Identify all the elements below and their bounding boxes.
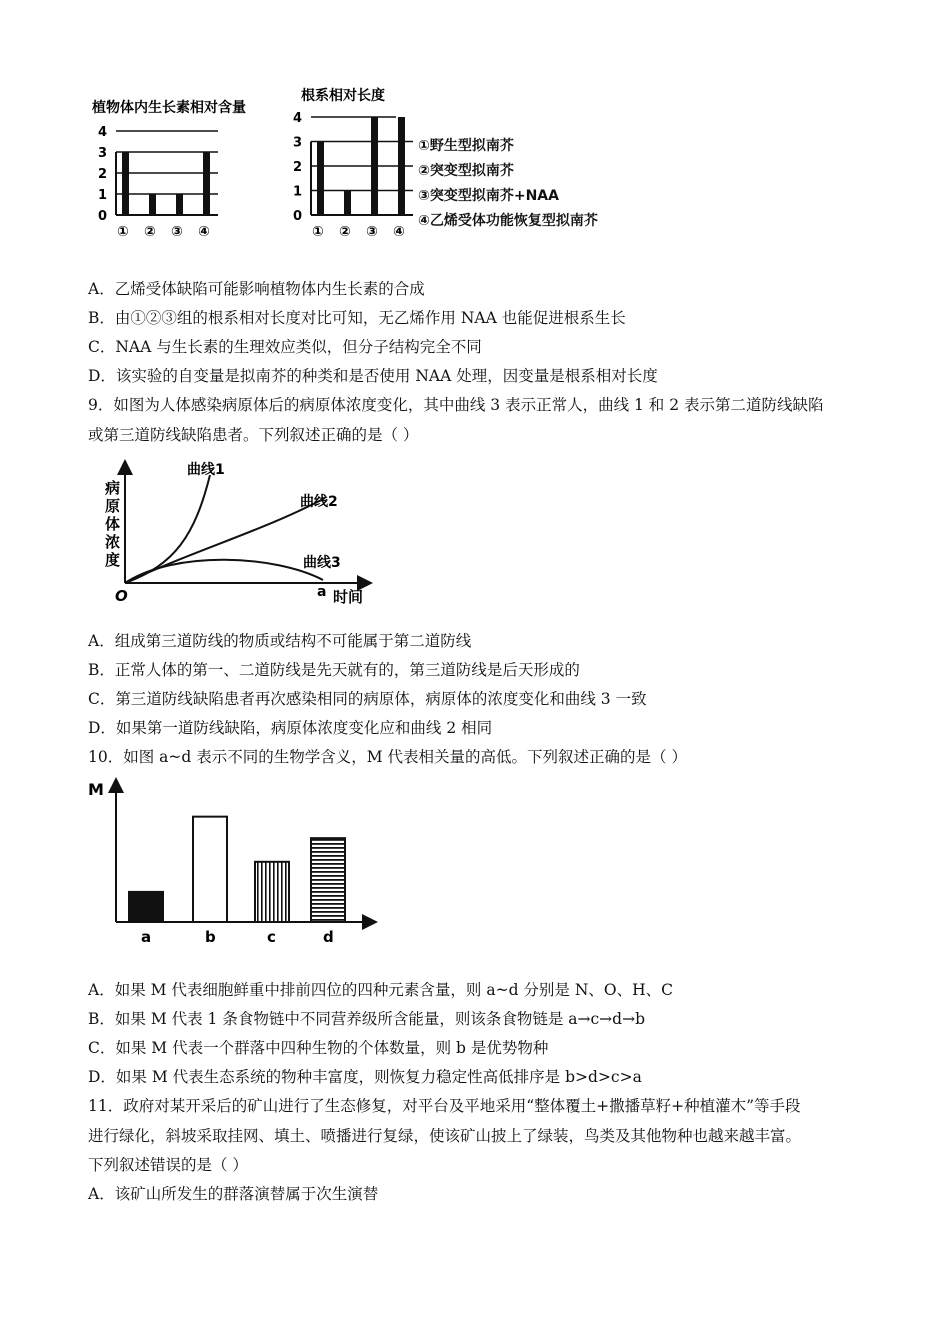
q9-y-label-char: 体	[105, 515, 121, 533]
q9-option-a: A．组成第三道防线的物质或结构不可能属于第二道防线	[88, 632, 472, 650]
q8-chart-2	[285, 80, 405, 250]
q8-chart-1-tick-label: 3	[98, 146, 108, 161]
q8-option-a: A．乙烯受体缺陷可能影响植物体内生长素的合成	[88, 280, 425, 298]
q8-chart-2-tick-label: 2	[293, 160, 303, 175]
q9-curve-3	[125, 560, 323, 583]
q10-category-label: c	[267, 928, 276, 946]
q8-chart-1-tick-label: 1	[98, 188, 108, 203]
q9-curve-2-label: 曲线2	[300, 494, 338, 510]
q8-chart-2-category-label: ④	[393, 224, 405, 240]
q8-chart-2-category-label: ①	[312, 224, 324, 240]
q10-y-label: M	[88, 780, 104, 799]
q10-bar-a	[129, 892, 163, 922]
q9-y-label-char: 度	[105, 551, 121, 569]
q8-option-c: C．NAA 与生长素的生理效应类似，但分子结构完全不同	[88, 338, 482, 356]
q8-chart-1-bar	[176, 194, 183, 215]
q8-option-b: B．由①②③组的根系相对长度对比可知，无乙烯作用 NAA 也能促进根系生长	[88, 309, 626, 327]
q8-chart-1-bar	[203, 152, 210, 215]
q8-chart-1-category-label: ①	[117, 224, 129, 240]
q11-option-a: A．该矿山所发生的群落演替属于次生演替	[88, 1185, 379, 1203]
q8-chart-1-title: 植物体内生长素相对含量	[92, 100, 246, 116]
q10-category-label: b	[205, 928, 216, 946]
q8-chart-1-bar	[122, 152, 129, 215]
q10-stem: 10．如图 a~d 表示不同的生物学含义，M 代表相关量的高低。下列叙述正确的是（ ）	[88, 748, 687, 766]
q9-curve-1-label: 曲线1	[187, 462, 225, 478]
q8-chart-1-category-label: ③	[171, 224, 183, 240]
q10-option-d: D．如果 M 代表生态系统的物种丰富度，则恢复力稳定性高低排序是 b>d>c>a	[88, 1068, 642, 1086]
q11-stem-line3: 下列叙述错误的是（ ）	[88, 1156, 248, 1174]
q8-chart-2-title: 根系相对长度	[301, 88, 385, 104]
q8-chart-2-tick-label: 3	[293, 135, 303, 151]
q8-chart-2-category-label: ②	[339, 224, 351, 240]
q8-chart-1-tick-label: 0	[98, 209, 108, 224]
q10-bar-d	[311, 838, 345, 922]
q9-chart	[95, 455, 385, 615]
q8-chart-2-bar	[371, 117, 378, 215]
q10-option-c: C．如果 M 代表一个群落中四种生物的个体数量，则 b 是优势物种	[88, 1039, 549, 1057]
q9-curve-1	[125, 475, 210, 583]
q9-option-b: B．正常人体的第一、二道防线是先天就有的，第三道防线是后天形成的	[88, 661, 580, 679]
q9-option-d: D．如果第一道防线缺陷，病原体浓度变化应和曲线 2 相同	[88, 719, 493, 737]
q8-legend-item: ③突变型拟南芥+NAA	[418, 188, 559, 204]
q10-chart	[85, 775, 385, 950]
q8-chart-2-category-label: ③	[366, 224, 378, 240]
q9-y-label	[104, 479, 120, 569]
q9-x-label: 时间	[333, 588, 364, 606]
q8-legend-item: ②突变型拟南芥	[418, 163, 514, 179]
q8-chart-1-category-label: ②	[144, 224, 156, 240]
q8-chart-2-bar	[344, 191, 351, 216]
q9-origin-label: O	[115, 587, 128, 605]
q9-y-label-char: 病	[105, 479, 121, 497]
q8-chart-2-bar	[317, 142, 324, 216]
q8-chart-2-tick-label: 4	[293, 111, 303, 126]
q8-chart-1-tick-label: 4	[98, 125, 108, 140]
q8-chart-1-category-label: ④	[198, 224, 210, 240]
q10-bar-c	[255, 862, 289, 922]
q8-chart-2-tick-label: 1	[293, 184, 303, 200]
q8-legend-item: ④乙烯受体功能恢复型拟南芥	[418, 213, 598, 229]
q9-point-a-label: a	[317, 584, 327, 600]
q8-chart-1-tick-label: 2	[98, 167, 108, 182]
q11-stem-line2: 进行绿化，斜坡采取挂网、填土、喷播进行复绿，使该矿山披上了绿装，鸟类及其他物种也越来越丰富。	[88, 1127, 802, 1145]
q10-option-b: B．如果 M 代表 1 条食物链中不同营养级所含能量，则该条食物链是 a→c→d→b	[88, 1010, 645, 1028]
q11-stem-line1: 11．政府对某开采后的矿山进行了生态修复，对平台及平地采用“整体覆土+撒播草籽+种植灌木”等手段	[88, 1097, 801, 1115]
q8-chart-2-tick-label: 0	[293, 209, 303, 224]
q9-curve-2	[125, 498, 325, 583]
q8-legend-item: ①野生型拟南芥	[418, 138, 514, 154]
q9-stem-line2: 或第三道防线缺陷患者。下列叙述正确的是（ ）	[88, 426, 419, 444]
q8-chart-2-bar	[398, 117, 405, 215]
q10-option-a: A．如果 M 代表细胞鲜重中排前四位的四种元素含量，则 a~d 分别是 N、O、H、C	[88, 981, 673, 999]
q9-curve-3-label: 曲线3	[303, 555, 341, 571]
q9-y-label-char: 浓	[105, 533, 121, 551]
q8-chart-1-bar	[149, 194, 156, 215]
q9-option-c: C．第三道防线缺陷患者再次感染相同的病原体，病原体的浓度变化和曲线 3 一致	[88, 690, 647, 708]
q8-chart-1	[80, 90, 280, 250]
q10-bar-b	[193, 817, 227, 922]
q9-y-label-char: 原	[105, 497, 121, 515]
q8-option-d: D．该实验的自变量是拟南芥的种类和是否使用 NAA 处理，因变量是根系相对长度	[88, 367, 658, 385]
q8-legend	[418, 134, 598, 234]
q10-category-label: a	[141, 928, 152, 946]
q9-stem-line1: 9．如图为人体感染病原体后的病原体浓度变化，其中曲线 3 表示正常人，曲线 1 和 2 表示第二道防线缺陷	[88, 396, 824, 414]
q10-category-label: d	[323, 928, 334, 946]
